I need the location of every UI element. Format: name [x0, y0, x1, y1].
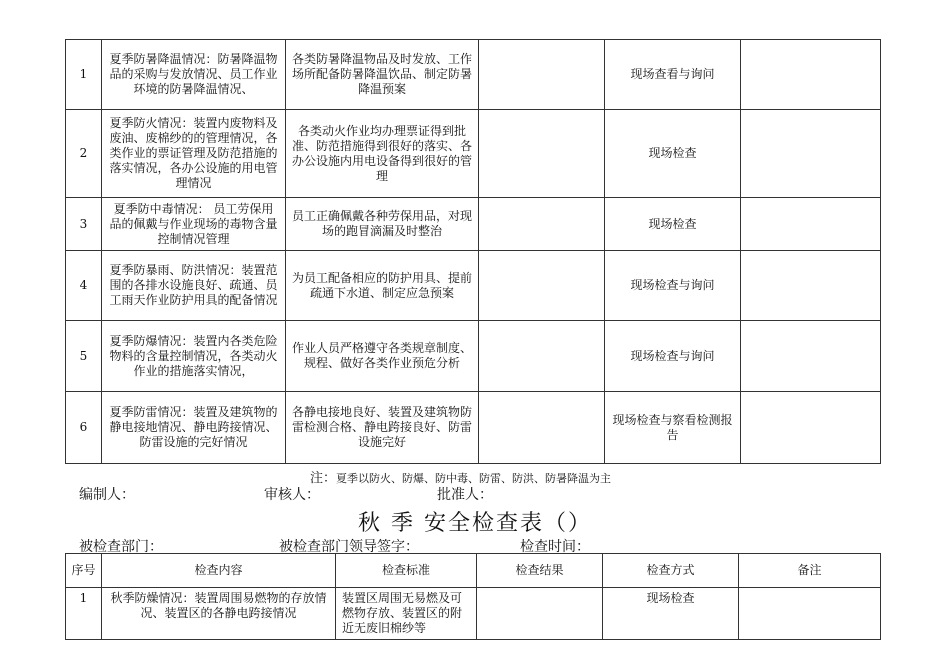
check-result[interactable]: [479, 110, 605, 198]
header-no: 序号: [66, 554, 102, 588]
autumn-inspection-table: [65, 553, 881, 640]
header-method: 检查方式: [603, 554, 739, 588]
check-result[interactable]: [479, 392, 605, 464]
check-result[interactable]: [479, 321, 605, 392]
header-result: 检查结果: [477, 554, 603, 588]
check-content: 秋季防燥情况：装置周围易燃物的存放情况、装置区的各静电跨接情况: [102, 588, 336, 640]
note-text: 夏季以防火、防爆、防中毒、防雷、防洪、防暑降温为主: [336, 472, 612, 485]
check-standard: 各类防暑降温物品及时发放、工作场所配备防暑降温饮品、制定防暑降温预案: [286, 40, 479, 110]
table-row: [66, 392, 881, 464]
check-content: 夏季防爆情况：装置内各类危险物料的含量控制情况，各类动火作业的措施落实情况，: [102, 321, 286, 392]
remark[interactable]: [739, 588, 881, 640]
dept-leader-sign-label: 被检查部门领导签字：: [279, 539, 419, 555]
summer-inspection-table: [65, 39, 881, 464]
check-standard: 作业人员严格遵守各类规章制度、规程、做好各类作业预危分析: [286, 321, 479, 392]
table-row: [66, 40, 881, 110]
remark[interactable]: [741, 392, 881, 464]
remark[interactable]: [741, 110, 881, 198]
check-result[interactable]: [479, 251, 605, 321]
row-number: 5: [66, 321, 102, 392]
check-content: 夏季防雷情况：装置及建筑物的静电接地情况、静电跨接情况、防雷设施的完好情况: [102, 392, 286, 464]
remark[interactable]: [741, 321, 881, 392]
row-number: 2: [66, 110, 102, 198]
check-result[interactable]: [479, 198, 605, 251]
check-content: 夏季防暴雨、防洪情况：装置范围的各排水设施良好、疏通、员工雨天作业防护用具的配备情况: [102, 251, 286, 321]
table-header-row: [66, 554, 881, 588]
check-method: 现场检查: [603, 588, 739, 640]
row-number: 3: [66, 198, 102, 251]
check-method: 现场查看与询问: [605, 40, 741, 110]
check-content: 夏季防暑降温情况：防暑降温物品的采购与发放情况、员工作业环境的防暑降温情况、: [102, 40, 286, 110]
row-number: 1: [66, 588, 102, 640]
check-result[interactable]: [479, 40, 605, 110]
check-content: 夏季防中毒情况： 员工劳保用品的佩戴与作业现场的毒物含量控制情况管理: [102, 198, 286, 251]
table-row: [66, 198, 881, 251]
check-standard: 各类动火作业均办理票证得到批准、防范措施得到很好的落实、各办公设施内用电设备得到很好的管理: [286, 110, 479, 198]
remark[interactable]: [741, 251, 881, 321]
check-standard: 装置区周围无易燃及可燃物存放、装置区的附近无废旧棉纱等: [336, 588, 477, 640]
table-row: [66, 588, 881, 640]
check-method: 现场检查: [605, 110, 741, 198]
check-method: 现场检查与察看检测报告: [605, 392, 741, 464]
table-row: [66, 110, 881, 198]
check-method: 现场检查与询问: [605, 251, 741, 321]
inspection-time-label: 检查时间：: [520, 539, 590, 555]
page-title: 秋 季 安全检查表（）: [358, 511, 592, 536]
reviewer-label: 审核人：: [264, 487, 320, 503]
check-method: 现场检查与询问: [605, 321, 741, 392]
check-standard: 各静电接地良好、装置及建筑物防雷检测合格、静电跨接良好、防雷设施完好: [286, 392, 479, 464]
check-content: 夏季防火情况：装置内废物料及废油、废棉纱的的管理情况，各类作业的票证管理及防范措施的落实情况，各办公设施的用电管理情况: [102, 110, 286, 198]
remark[interactable]: [741, 40, 881, 110]
header-content: 检查内容: [102, 554, 336, 588]
table-row: [66, 321, 881, 392]
row-number: 1: [66, 40, 102, 110]
inspected-dept-label: 被检查部门：: [79, 539, 163, 555]
header-remark: 备注: [739, 554, 881, 588]
table-row: [66, 251, 881, 321]
row-number: 4: [66, 251, 102, 321]
approver-label: 批准人：: [437, 487, 493, 503]
check-method: 现场检查: [605, 198, 741, 251]
remark[interactable]: [741, 198, 881, 251]
check-standard: 为员工配备相应的防护用具、提前疏通下水道、制定应急预案: [286, 251, 479, 321]
check-standard: 员工正确佩戴各种劳保用品，对现场的跑冒滴漏及时整治: [286, 198, 479, 251]
header-standard: 检查标准: [336, 554, 477, 588]
note-label: 注：: [310, 471, 337, 486]
row-number: 6: [66, 392, 102, 464]
preparer-label: 编制人：: [79, 487, 135, 503]
check-result[interactable]: [477, 588, 603, 640]
